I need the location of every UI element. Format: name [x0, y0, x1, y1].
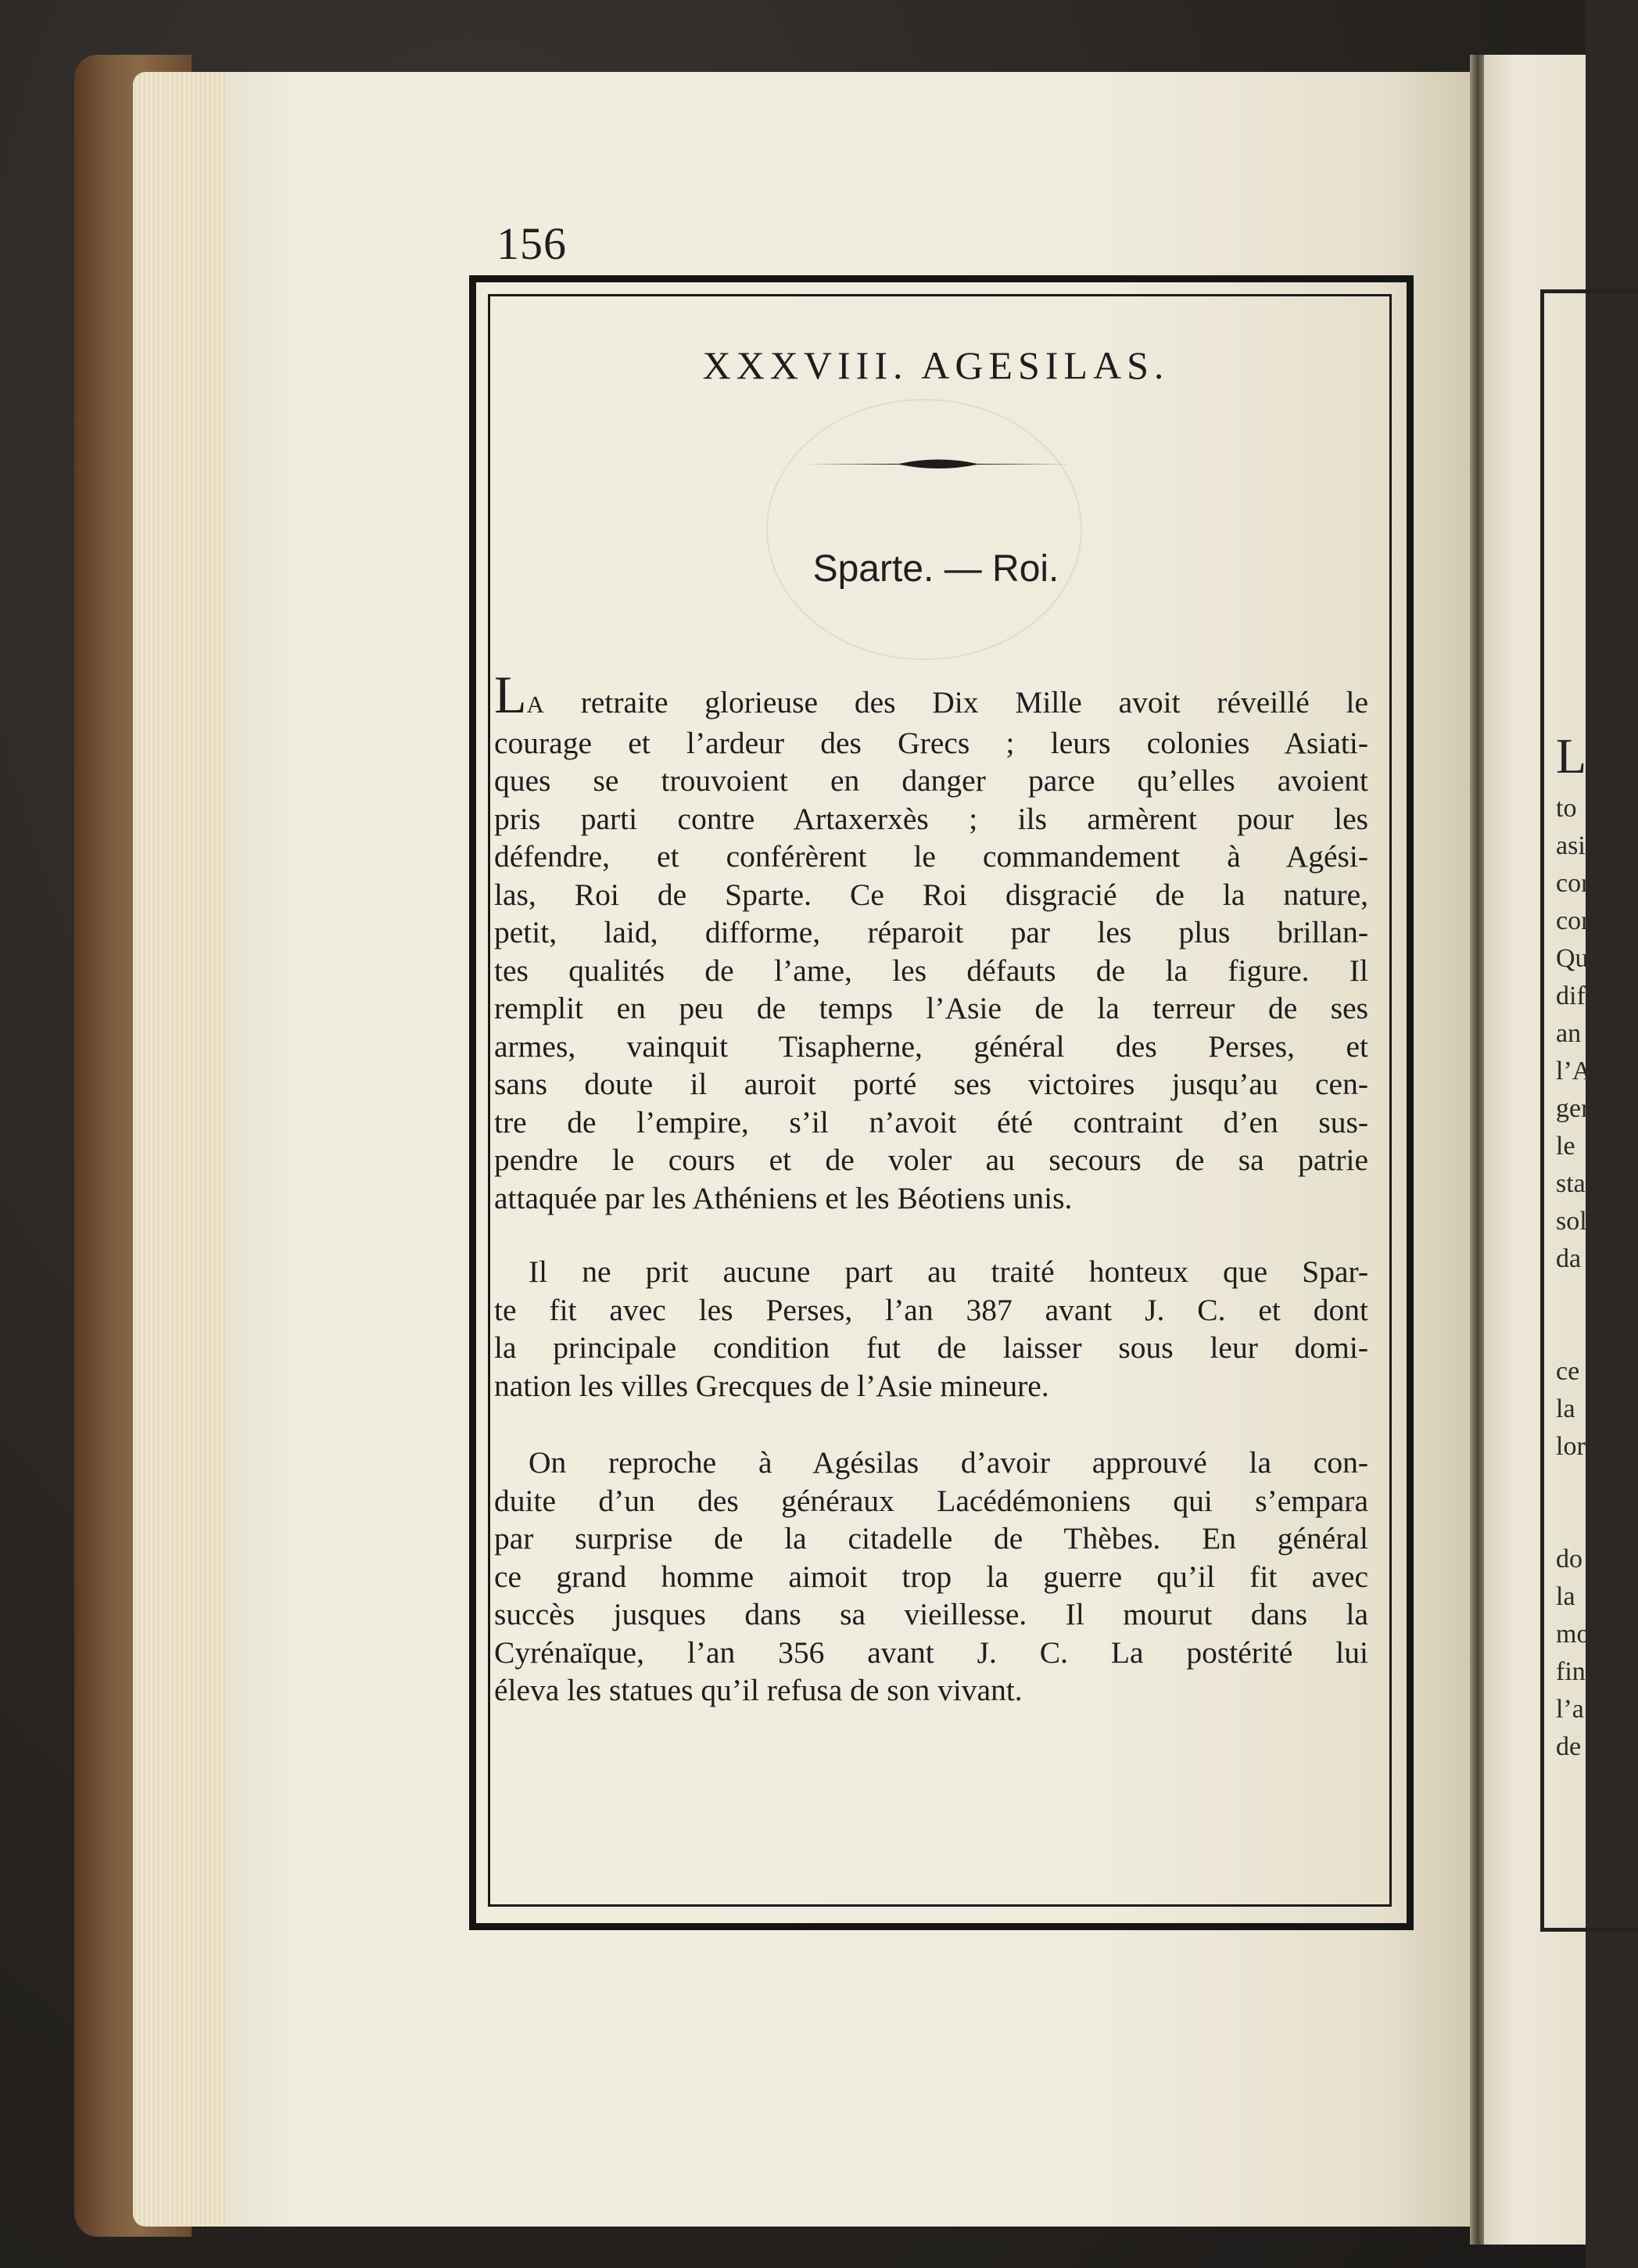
facing-page-fragment: [1556, 1466, 1594, 1503]
facing-page-fragment: Qu: [1556, 944, 1589, 973]
text-line: remplit en peu de temps l’Asie de la terreur de ses: [494, 991, 1368, 1025]
facing-page-initial: L: [1556, 728, 1587, 784]
facing-page-fragment: de: [1556, 1732, 1582, 1761]
ornamental-rule: [805, 454, 1071, 474]
text-line: tre de l’empire, s’il n’avoit été contraint d’en sus-: [494, 1104, 1368, 1139]
text-line: attaquée par les Athéniens et les Béotiens unis.: [494, 1180, 1073, 1215]
paragraph-1-first-line: [494, 665, 1368, 724]
small-cap: A: [526, 691, 544, 718]
facing-page-fragment: con: [1556, 906, 1595, 935]
facing-page-fragment: ce: [1556, 1357, 1580, 1386]
section-subtitle: Sparte. — Roi.: [812, 548, 1059, 590]
text-line: Il ne prit aucune part au traité honteux que Spar-: [529, 1254, 1368, 1289]
facing-page-fragment: sta: [1556, 1169, 1586, 1198]
facing-page-fragment: la: [1556, 1394, 1575, 1423]
text-line: sans doute il auroit porté ses victoires jusqu’au cen-: [494, 1067, 1368, 1101]
text-line: Cyrénaïque, l’an 356 avant J. C. La postérité lui: [494, 1635, 1368, 1670]
facing-page-fragment: mo: [1556, 1620, 1590, 1649]
page-number: 156: [496, 218, 567, 269]
text-line: duite d’un des généraux Lacédémoniens qui s’empara: [494, 1483, 1368, 1518]
facing-page-fragment: an: [1556, 1019, 1582, 1048]
facing-page-fragment: [1556, 1503, 1594, 1541]
text-line: armes, vainquit Tisapherne, général des Perses, et: [494, 1028, 1368, 1064]
facing-page-fragment: l’a: [1556, 1695, 1584, 1724]
chapter-title: XXXVIII. AGESILAS.: [702, 343, 1170, 387]
text-line: pendre le cours et de voler au secours de sa patrie: [494, 1143, 1368, 1177]
text-line: succès jusques dans sa vieillesse. Il mourut dans la: [494, 1597, 1368, 1631]
facing-page-fragment: da: [1556, 1244, 1582, 1273]
facing-page-fragment: sol: [1556, 1207, 1587, 1236]
facing-page-fragment: dif: [1556, 981, 1586, 1010]
facing-page-fragment: le: [1556, 1132, 1575, 1161]
text-line: la principale condition fut de laisser sous leur domi-: [494, 1330, 1368, 1365]
text-line: par surprise de la citadelle de Thèbes. En général: [494, 1521, 1368, 1556]
text-line: petit, laid, difforme, réparoit par les plus brillan-: [494, 915, 1368, 949]
facing-page-fragment: l’A: [1556, 1057, 1592, 1086]
paragraph-3: [494, 1444, 1368, 1710]
book-gutter: [1470, 55, 1486, 2245]
facing-page-fragment: to: [1556, 794, 1577, 823]
facing-page-text: [1556, 790, 1594, 1766]
facing-page-fragment: ger: [1556, 1094, 1590, 1123]
facing-page-fragment: con: [1556, 869, 1595, 898]
facing-page-fragment: fin: [1556, 1657, 1586, 1686]
paragraph-1: [494, 665, 1368, 1217]
text-line: défendre, et conférèrent le commandement à Agési-: [494, 839, 1368, 874]
facing-page-fragment: [1556, 1278, 1594, 1315]
text-line: éleva les statues qu’il refusa de son vivant.: [494, 1673, 1023, 1707]
text-line: te fit avec les Perses, l’an 387 avant J. C. et dont: [494, 1292, 1368, 1327]
drop-cap: L: [494, 665, 527, 724]
page-edges: [133, 72, 242, 2227]
text-line: retraite glorieuse des Dix Mille avoit réveillé le: [543, 685, 1368, 720]
text-line: courage et l’ardeur des Grecs ; leurs colonies Asiati-: [494, 725, 1368, 760]
text-line: nation les villes Grecques de l’Asie mineure.: [494, 1368, 1049, 1403]
facing-page-fragment: la: [1556, 1582, 1575, 1611]
text-line: ques se trouvoient en danger parce qu’elles avoient: [494, 763, 1368, 798]
text-line: tes qualités de l’ame, les défauts de la figure. Il: [494, 953, 1368, 988]
text-line: On reproche à Agésilas d’avoir approuvé la con-: [529, 1445, 1368, 1480]
facing-page-fragment: do: [1556, 1545, 1582, 1574]
facing-page-fragment: lor: [1556, 1432, 1586, 1461]
text-line: las, Roi de Sparte. Ce Roi disgracié de la nature,: [494, 877, 1368, 912]
text-line: pris parti contre Artaxerxès ; ils armèrent pour les: [494, 801, 1368, 836]
facing-page-fragment: asi: [1556, 831, 1586, 860]
facing-page-edge: [1484, 55, 1595, 2245]
paragraph-2: [494, 1253, 1368, 1405]
text-line: ce grand homme aimoit trop la guerre qu’il fit avec: [494, 1559, 1368, 1594]
facing-page-fragment: [1556, 1315, 1594, 1353]
